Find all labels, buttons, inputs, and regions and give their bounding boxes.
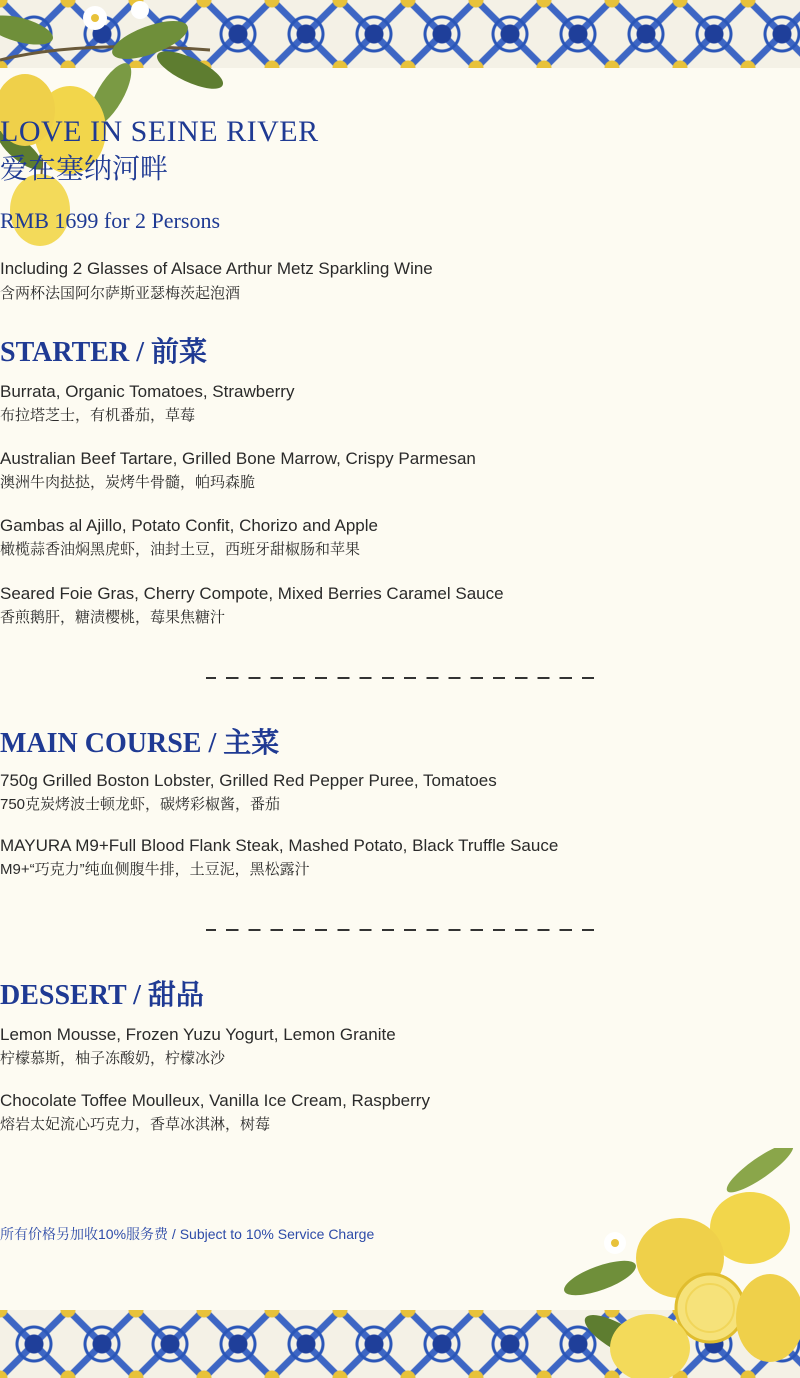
- dish-name: Gambas al Ajillo, Potato Confit, Chorizo and Apple: [0, 516, 378, 535]
- dessert-item-1: [0, 1024, 800, 1070]
- dish-name: MAYURA M9+Full Blood Flank Steak, Mashed Potato, Black Truffle Sauce: [0, 836, 559, 855]
- section-divider: [206, 677, 596, 679]
- dish-name-chinese: 布拉塔芝士，有机番茄，草莓: [0, 407, 196, 424]
- dish-name-chinese: M9+“巧克力”纯血侧腹牛排，土豆泥，黑松露汁: [0, 861, 310, 878]
- dish-name-chinese: 澳洲牛肉挞挞，炭烤牛骨髓，帕玛森脆: [0, 474, 256, 491]
- main-course-item-2: [0, 835, 800, 881]
- including-wine-line: Including 2 Glasses of Alsace Arthur Metz Sparkling Wine: [0, 259, 433, 278]
- dish-name: Australian Beef Tartare, Grilled Bone Marrow, Crispy Parmesan: [0, 449, 476, 468]
- dish-name: Burrata, Organic Tomatoes, Strawberry: [0, 382, 295, 401]
- dish-name-chinese: 熔岩太妃流心巧克力，香草冰淇淋，树莓: [0, 1116, 271, 1133]
- dish-name-chinese: 柠檬慕斯，柚子冻酸奶，柠檬冰沙: [0, 1050, 226, 1067]
- dish-name: Seared Foie Gras, Cherry Compote, Mixed Berries Caramel Sauce: [0, 584, 504, 603]
- including-wine-line-chinese: 含两杯法国阿尔萨斯亚瑟梅茨起泡酒: [0, 285, 241, 302]
- main-course-heading: MAIN COURSE / 主菜: [0, 728, 280, 759]
- service-charge-note: 所有价格另加收10%服务费 / Subject to 10% Service Charge: [0, 1226, 375, 1242]
- dish-name: 750g Grilled Boston Lobster, Grilled Red Pepper Puree, Tomatoes: [0, 771, 497, 790]
- dish-name: Lemon Mousse, Frozen Yuzu Yogurt, Lemon Granite: [0, 1025, 396, 1044]
- menu-title-chinese: 爱在塞纳河畔: [0, 154, 169, 185]
- dish-name-chinese: 橄榄蒜香油焖黑虎虾，油封土豆，西班牙甜椒肠和苹果: [0, 541, 361, 558]
- dish-name-chinese: 750克炭烤波士顿龙虾，碳烤彩椒酱，番茄: [0, 796, 281, 813]
- starter-item-3: [0, 515, 800, 561]
- menu-title: LOVE IN SEINE RIVER: [0, 115, 319, 148]
- starter-heading: STARTER / 前菜: [0, 337, 207, 368]
- dessert-item-2: [0, 1090, 800, 1136]
- price-line: RMB 1699 for 2 Persons: [0, 208, 221, 233]
- starter-item-1: [0, 381, 800, 427]
- lemon-cluster-bottom-right-illustration: [560, 1148, 800, 1378]
- dessert-heading: DESSERT / 甜品: [0, 980, 204, 1011]
- starter-item-2: [0, 448, 800, 494]
- dish-name-chinese: 香煎鹅肝，糖渍樱桃，莓果焦糖汁: [0, 609, 226, 626]
- section-divider: [206, 929, 596, 931]
- starter-item-4: [0, 583, 800, 629]
- dish-name: Chocolate Toffee Moulleux, Vanilla Ice Cream, Raspberry: [0, 1091, 430, 1110]
- main-course-item-1: [0, 770, 800, 816]
